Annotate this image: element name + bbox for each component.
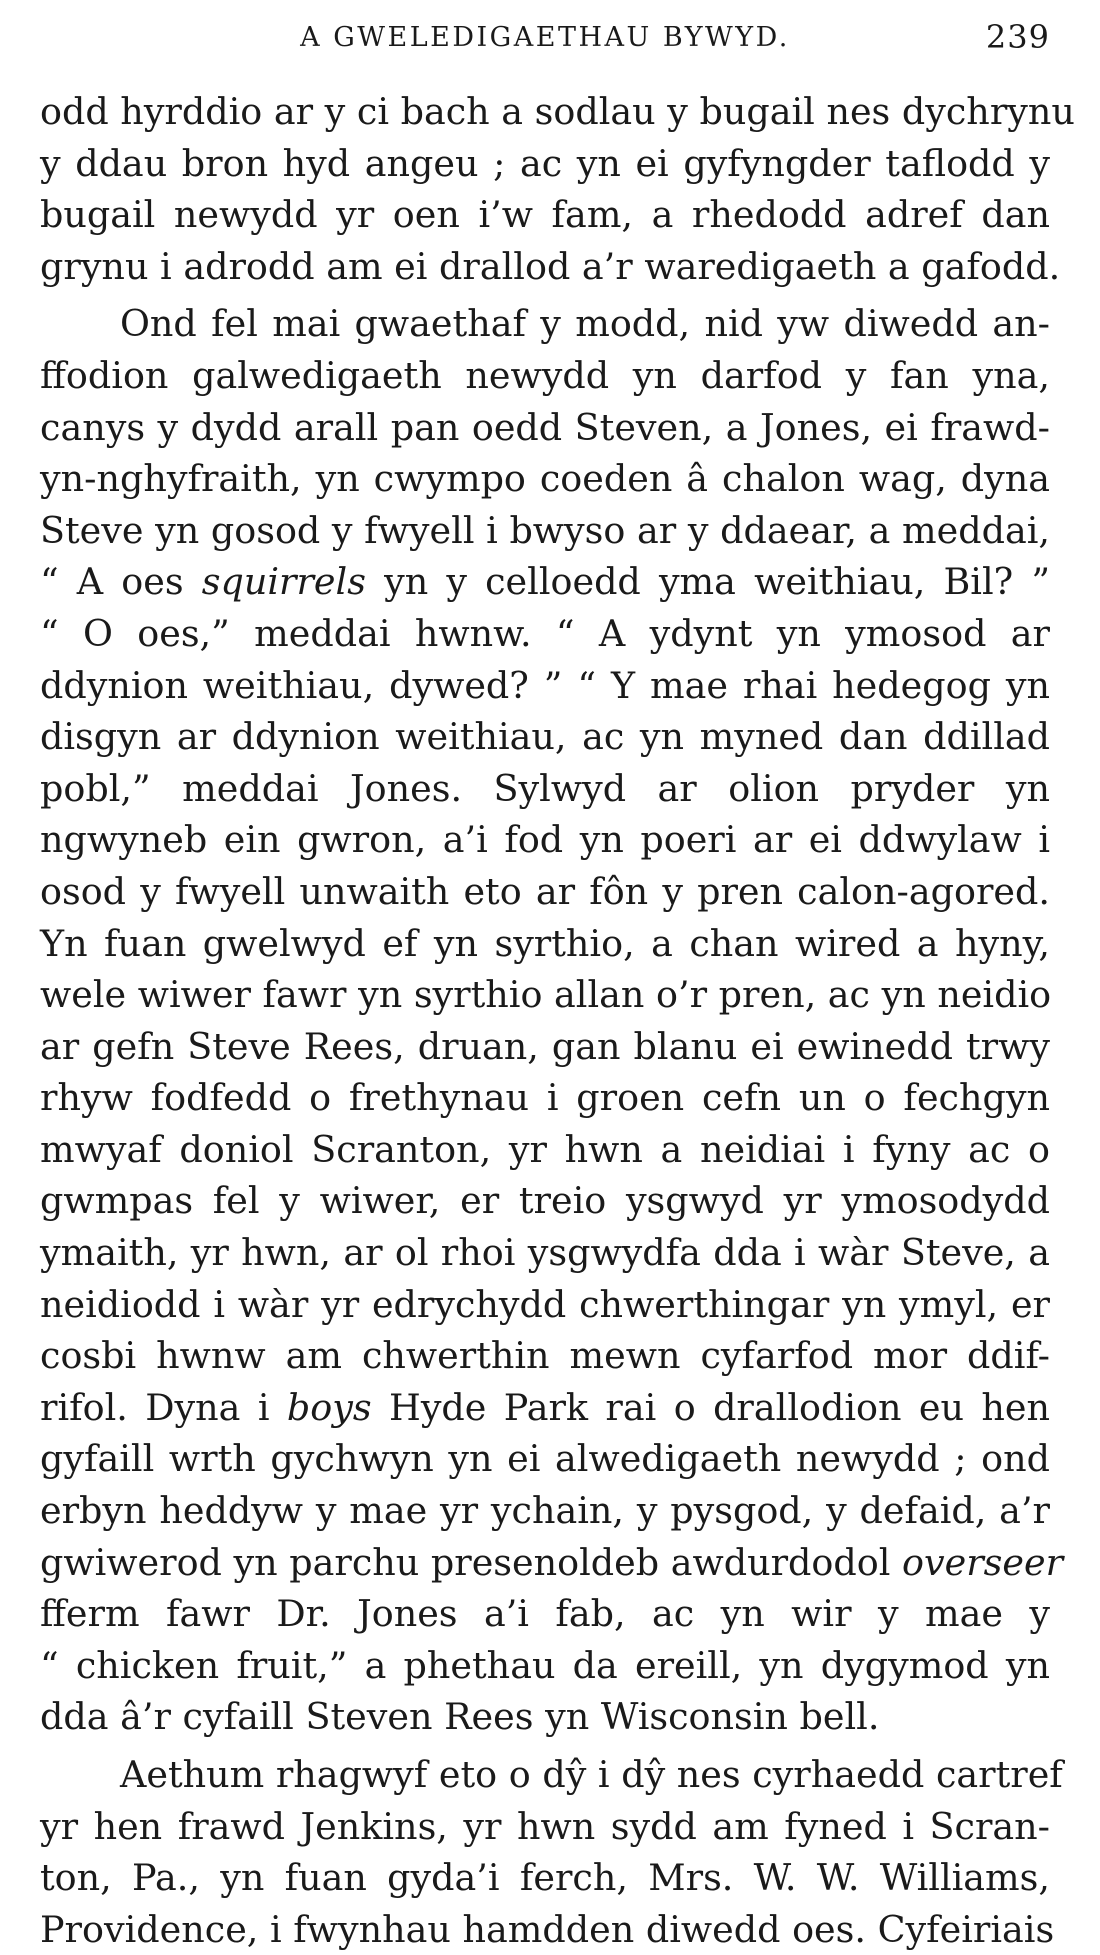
text-line: [40, 1904, 1055, 1955]
text-line: [40, 1691, 1050, 1743]
text-run: ngwyneb ein gwron, a’i fod yn poeri ar ei ddwylaw i: [40, 818, 1050, 862]
text-run: “ O oes,” meddai hwnw. “ A ydynt yn ymosod ar: [40, 611, 1050, 655]
text-line: [40, 298, 1050, 350]
page-number: 239: [985, 18, 1050, 56]
paragraph: [40, 298, 1064, 1743]
text-run: Yn fuan gwelwyd ef yn syrthio, a chan wired a hyny,: [40, 921, 1050, 965]
text-run: rifol. Dyna i: [40, 1385, 287, 1429]
text-run: dda â’r cyfaill Steven Rees yn Wisconsin bell.: [40, 1695, 880, 1739]
text-line: [40, 453, 1050, 505]
text-run: ddynion weithiau, dywed? ” “ Y mae rhai hedegog yn: [40, 663, 1050, 707]
text-run: mwyaf doniol Scranton, yr hwn a neidiai i fyny ac o: [40, 1127, 1050, 1171]
paragraph: [40, 1749, 1063, 1955]
text-line: [40, 763, 1050, 815]
running-header: [40, 18, 1050, 68]
text-run: grynu i adrodd am ei drallod a’r waredigaeth a gafodd.: [40, 244, 1061, 288]
text-run: odd hyrddio ar y ci bach a sodlau y bugail nes dychrynu: [40, 90, 1075, 133]
text-line: [40, 711, 1050, 763]
text-line: [40, 86, 1075, 138]
text-run: cosbi hwnw am chwerthin mewn cyfarfod mor ddif-: [40, 1334, 1050, 1378]
text-line: [40, 1072, 1050, 1124]
text-run: “ chicken fruit,” a phethau da ereill, yn dygymod yn: [40, 1643, 1050, 1687]
text-line: [40, 505, 1050, 557]
text-line: [40, 1382, 1050, 1434]
italic-text: overseer: [902, 1540, 1064, 1584]
text-run: ar gefn Steve Rees, druan, gan blanu ei ewinedd trwy: [40, 1024, 1050, 1068]
text-run: “ A oes: [40, 560, 202, 604]
text-line: [40, 241, 1061, 293]
text-run: pobl,” meddai Jones. Sylwyd ar olion pryder yn: [40, 766, 1050, 810]
text-line: [40, 1537, 1064, 1589]
text-run: gyfaill wrth gychwyn yn ei alwedigaeth newydd ; ond: [40, 1437, 1050, 1481]
text-line: [40, 1279, 1050, 1331]
text-line: [40, 138, 1050, 190]
text-line: [40, 969, 1050, 1021]
text-line: [40, 1852, 1050, 1904]
text-line: [40, 1175, 1050, 1227]
header-title: A GWELEDIGAETHAU BYWYD.: [300, 22, 790, 53]
text-run: Providence, i fwynhau hamdden diwedd oes. Cyfeiriais: [40, 1907, 1055, 1951]
text-run: Steve yn gosod y fwyell i bwyso ar y ddaear, a meddai,: [40, 508, 1050, 552]
text-run: Ond fel mai gwaethaf y modd, nid yw diwedd an-: [120, 302, 1050, 346]
text-run: fferm fawr Dr. Jones a’i fab, ac yn wir y mae y: [40, 1592, 1050, 1636]
text-run: bugail newydd yr oen i’w fam, a rhedodd adref dan: [40, 193, 1050, 237]
text-run: gwmpas fel y wiwer, er treio ysgwyd yr ymosodydd: [40, 1179, 1050, 1223]
text-run: osod y fwyell unwaith eto ar fôn y pren calon-agored.: [40, 869, 1050, 913]
text-line: [40, 1588, 1050, 1640]
text-run: ymaith, yr hwn, ar ol rhoi ysgwydfa dda i wàr Steve, a: [40, 1231, 1050, 1275]
text-line: [40, 660, 1050, 712]
text-run: yn y celloedd yma weithiau, Bil? ”: [365, 560, 1050, 604]
text-run: canys y dydd arall pan oedd Steven, a Jones, ei frawd-: [40, 405, 1050, 449]
text-run: ton, Pa., yn fuan gyda’i ferch, Mrs. W. W. Williams,: [40, 1856, 1050, 1900]
text-line: [40, 402, 1050, 454]
text-line: [40, 608, 1050, 660]
text-line: [40, 1801, 1050, 1853]
text-line: [40, 350, 1050, 402]
text-run: yn-nghyfraith, yn cwympo coeden â chalon wag, dyna: [40, 457, 1050, 501]
text-run: Aethum rhagwyf eto o dŷ i dŷ nes cyrhaedd cartref: [120, 1753, 1063, 1796]
text-line: [40, 918, 1050, 970]
italic-text: squirrels: [201, 560, 366, 604]
text-run: neidiodd i wàr yr edrychydd chwerthingar yn ymyl, er: [40, 1282, 1050, 1326]
text-line: [40, 1124, 1050, 1176]
text-run: rhyw fodfedd o frethynau i groen cefn un o fechgyn: [40, 1076, 1050, 1120]
text-line: [40, 866, 1050, 918]
text-line: [40, 1227, 1050, 1279]
text-run: disgyn ar ddynion weithiau, ac yn myned dan ddillad: [40, 715, 1050, 759]
body-text: [40, 86, 1075, 1955]
text-line: [40, 189, 1050, 241]
text-run: ffodion galwedigaeth newydd yn darfod y fan yna,: [40, 353, 1050, 397]
text-line: [40, 1640, 1050, 1692]
text-line: [40, 1749, 1063, 1801]
text-line: [40, 1433, 1050, 1485]
text-line: [40, 814, 1050, 866]
text-run: y ddau bron hyd angeu ; ac yn ei gyfyngder taflodd y: [40, 141, 1050, 185]
italic-text: boys: [286, 1385, 372, 1429]
text-run: wele wiwer fawr yn syrthio allan o’r pren, ac yn neidio: [40, 973, 1052, 1017]
text-line: [40, 1021, 1050, 1073]
text-run: yr hen frawd Jenkins, yr hwn sydd am fyned i Scran-: [40, 1804, 1050, 1848]
text-line: [40, 1485, 1050, 1537]
paragraph: [40, 86, 1075, 292]
text-run: Hyde Park rai o drallodion eu hen: [371, 1385, 1050, 1429]
text-line: [40, 1330, 1050, 1382]
text-run: erbyn heddyw y mae yr ychain, y pysgod, y defaid, a’r: [40, 1489, 1050, 1533]
text-run: gwiwerod yn parchu presenoldeb awdurdodol: [40, 1540, 902, 1584]
text-line: [40, 556, 1050, 608]
